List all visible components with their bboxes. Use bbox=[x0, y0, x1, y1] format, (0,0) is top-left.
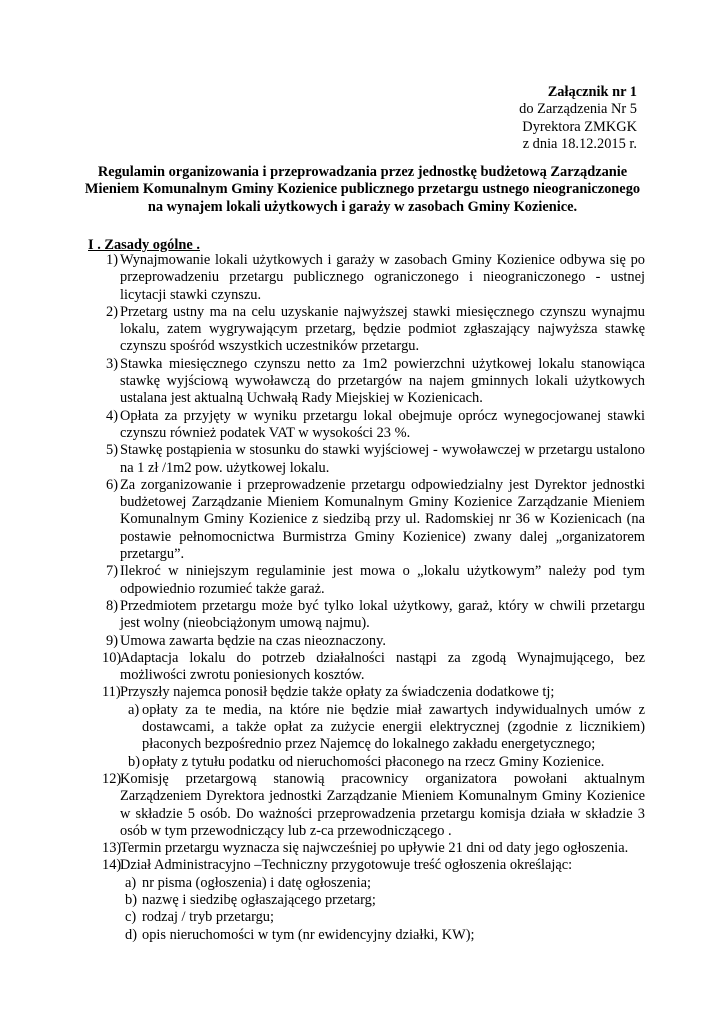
list-item bbox=[88, 598, 645, 633]
sub-item-letter: d) bbox=[125, 926, 137, 943]
item-text: Umowa zawarta będzie na czas nieoznaczony. bbox=[120, 632, 386, 649]
item-number: 13) bbox=[102, 840, 122, 857]
item-text: Komisję przetargową stanowią pracownicy organizatora powołani aktualnym Zarządzeniem Dyrektora jednostki Zarządzanie Mieniem Komunalnym Gminy Kozienice w składzie 5 osób. Do ważności przeprowadzenia przetargu komisja działa w składzie 3 osób w tym przewodniczący lub z-ca przewodniczącego . bbox=[120, 770, 645, 839]
list-item bbox=[88, 442, 645, 477]
annex-line-1: do Zarządzenia Nr 5 bbox=[519, 101, 637, 118]
item-text: Ilekroć w niniejszym regulaminie jest mowa o „lokalu użytkowym” należy pod tym odpowiednio rozumieć także garaż. bbox=[120, 563, 645, 597]
sub-item bbox=[88, 892, 645, 909]
sub-item-letter: a) bbox=[128, 701, 140, 718]
sub-item-text: opłaty z tytułu podatku od nieruchomości płaconego na rzecz Gminy Kozienice. bbox=[142, 753, 605, 770]
item-text: Stawka miesięcznego czynszu netto za 1m2 powierzchni użytkowej lokalu stanowiąca stawkę wyjściową wywoławczą do przetargów na najem gminnych lokali użytkowych ustalana jest aktualną Uchwałą Rady Miejskiej w Kozienicach. bbox=[120, 355, 645, 407]
item-text: Przyszły najemca ponosił będzie także opłaty za świadczenia dodatkowe tj; bbox=[120, 684, 555, 701]
list-item bbox=[88, 633, 645, 650]
item-text: Za zorganizowanie i przeprowadzenie przetargu odpowiedzialny jest Dyrektor jednostki budżetowej Zarządzanie Mieniem Komunalnym Gminy Kozienice Zarządzanie Mieniem Komunalnym Gminy Kozienice z siedzibą przy ul. Radomskiej nr 36 w Kozienicach (na postawie pełnomocnictwa Burmistrza Gminy Kozienice) zwany dalej „organizatorem przetargu”. bbox=[120, 476, 645, 563]
sub-item-text: nazwę i siedzibę ogłaszającego przetarg; bbox=[142, 891, 376, 908]
sub-item bbox=[88, 702, 645, 754]
sub-item bbox=[88, 909, 645, 926]
sub-item-text: rodzaj / tryb przetargu; bbox=[142, 909, 274, 926]
list-item bbox=[88, 563, 645, 598]
sub-item bbox=[88, 754, 645, 771]
sub-item-text: nr pisma (ogłoszenia) i datę ogłoszenia; bbox=[142, 874, 371, 891]
sub-item-letter: b) bbox=[128, 753, 140, 770]
list-item bbox=[88, 356, 645, 408]
list-item bbox=[88, 684, 645, 701]
item-number: 8) bbox=[106, 597, 118, 614]
list-item bbox=[88, 408, 645, 443]
item-text: Wynajmowanie lokali użytkowych i garaży w zasobach Gminy Kozienice odbywa się po przeprowadzeniu przetargu publicznego ograniczonego i nieograniczonego - ustnej licytacji stawki czynszu. bbox=[120, 252, 645, 303]
item-text: Stawkę postąpienia w stosunku do stawki wyjściowej - wywoławczej w przetargu ustalono na 1 zł /1m2 pow. użytkowej lokalu. bbox=[120, 442, 645, 476]
item-number: 2) bbox=[106, 303, 118, 320]
sub-item-text: opłaty za te media, na które nie będzie miał zawartych indywidualnych umów z dostawcami, a także opłat za zużycie energii elektrycznej (zgodnie z licznikiem) płaconych bezpośrednio przez Najemcę do lokalnego zakładu energetycznego; bbox=[142, 701, 645, 753]
sub-item-letter: a) bbox=[125, 874, 137, 891]
item-number: 10) bbox=[102, 649, 122, 666]
item-number: 1) bbox=[106, 252, 118, 268]
item-number: 7) bbox=[106, 563, 118, 580]
item-number: 5) bbox=[106, 442, 118, 459]
sub-item-text: opis nieruchomości w tym (nr ewidencyjny działki, KW); bbox=[142, 926, 475, 943]
item-text: Przedmiotem przetargu może być tylko lokal użytkowy, garaż, który w chwili przetargu jest wolny (nieobciążonym umową najmu). bbox=[120, 597, 645, 632]
sub-item-letter: c) bbox=[125, 909, 137, 926]
item-text: Adaptacja lokalu do potrzeb działalności nastąpi za zgodą Wynajmującego, bez możliwości zwrotu poniesionych kosztów. bbox=[120, 649, 645, 684]
list-item bbox=[88, 857, 645, 874]
item-number: 11) bbox=[102, 684, 121, 701]
list-item bbox=[88, 650, 645, 685]
item-number: 14) bbox=[102, 857, 122, 874]
annex-line-3: z dnia 18.12.2015 r. bbox=[522, 136, 637, 153]
sub-item-letter: b) bbox=[125, 891, 137, 908]
list-item bbox=[88, 771, 645, 840]
sub-item bbox=[88, 875, 645, 892]
item-number: 4) bbox=[106, 407, 118, 424]
sub-item bbox=[88, 927, 645, 944]
list-item bbox=[88, 477, 645, 563]
annex-header bbox=[519, 84, 637, 154]
item-number: 12) bbox=[102, 770, 122, 787]
list-item bbox=[88, 840, 645, 857]
item-text: Przetarg ustny ma na celu uzyskanie najwyższej stawki miesięcznego czynszu wynajmu lokalu, zatem wygrywającym przetarg, będzie podmiot zgłaszający najwyższa stawkę czynszu spośród wszystkich uczestników przetargu. bbox=[120, 303, 645, 355]
document-title: Regulamin organizowania i przeprowadzania przez jednostkę budżetową Zarządzanie Mieniem Komunalnym Gminy Kozienice publicznego przetargu ustnego nieograniczonego na wynajem lokali użytkowych i garaży w zasobach Gminy Kozienice. bbox=[84, 164, 641, 215]
item-number: 9) bbox=[106, 632, 118, 649]
rules-list bbox=[88, 252, 645, 944]
annex-line-2: Dyrektora ZMKGK bbox=[522, 118, 637, 135]
item-number: 6) bbox=[106, 476, 118, 493]
list-item bbox=[88, 304, 645, 356]
item-text: Termin przetargu wyznacza się najwcześniej po upływie 21 dni od daty jego ogłoszenia. bbox=[120, 840, 629, 857]
section-heading: I . Zasady ogólne . bbox=[88, 237, 200, 253]
item-text: Dział Administracyjno –Techniczny przygotowuje treść ogłoszenia określając: bbox=[120, 857, 573, 874]
item-number: 3) bbox=[106, 355, 118, 372]
item-text: Opłata za przyjęty w wyniku przetargu lokal obejmuje oprócz wynegocjowanej stawki czynszu również podatek VAT w wysokości 23 %. bbox=[120, 407, 645, 441]
annex-title: Załącznik nr 1 bbox=[547, 84, 637, 100]
list-item bbox=[88, 252, 645, 304]
